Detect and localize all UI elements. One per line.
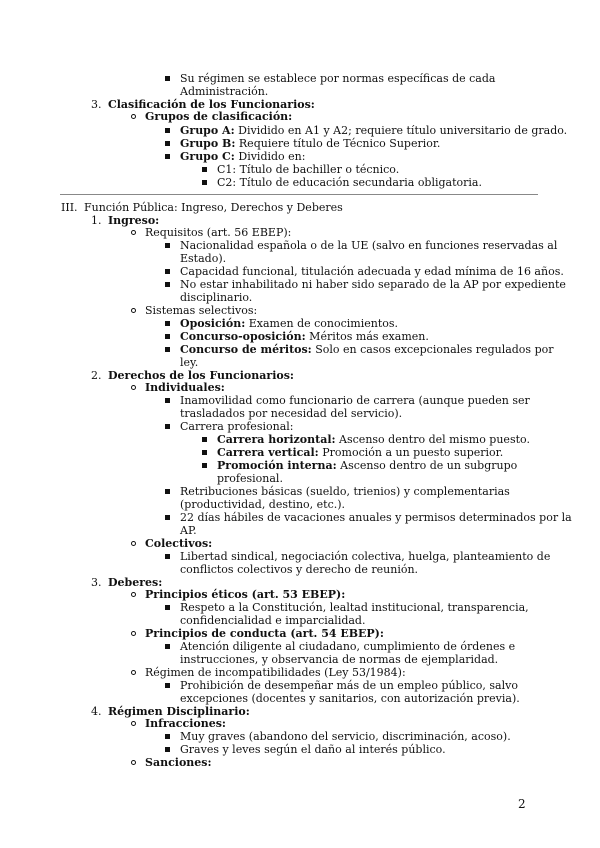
list-number: 3. [91, 98, 102, 111]
page-number: 2 [518, 797, 526, 811]
bullet-circle [131, 230, 136, 235]
list-item: Inamovilidad como funcionario de carrera (aunque pueden ser [180, 394, 530, 407]
section-heading: Clasificación de los Funcionarios: [108, 98, 315, 111]
list-item: Nacionalidad española o de la UE (salvo en funciones reservadas al [180, 239, 558, 252]
section-heading: Ingreso: [108, 214, 160, 227]
section-heading: Deberes: [108, 576, 163, 589]
list-item: Carrera horizontal: Ascenso dentro del mismo puesto. [217, 433, 530, 446]
list-item: Grupo A: Dividido en A1 y A2; requiere título universitario de grado. [180, 124, 568, 137]
subheading: Requisitos (art. 56 EBEP): [145, 226, 292, 239]
list-item: confidencialidad e imparcialidad. [180, 614, 366, 627]
list-item: instrucciones, y observancia de normas de ejemplaridad. [180, 653, 499, 666]
bullet-square [165, 554, 170, 559]
roman-numeral: III. [61, 201, 78, 214]
list-item: Estado). [180, 252, 227, 265]
bullet-square [165, 747, 170, 752]
subheading: Colectivos: [145, 537, 213, 550]
section-title: Función Pública: Ingreso, Derechos y Deberes [84, 201, 343, 214]
list-item: Grupo C: Dividido en: [180, 150, 306, 163]
bullet-circle [131, 385, 136, 390]
list-item: Concurso-oposición: Méritos más examen. [180, 330, 429, 343]
section-heading: Régimen Disciplinario: [108, 705, 250, 718]
bullet-square [165, 398, 170, 403]
bullet-circle [131, 631, 136, 636]
list-item: Concurso de méritos: Solo en casos excepcionales regulados por [180, 343, 554, 356]
list-item: Libertad sindical, negociación colectiva, huelga, planteamiento de [180, 550, 551, 563]
bullet-square [165, 269, 170, 274]
list-item: Grupo B: Requiere título de Técnico Superior. [180, 137, 441, 150]
subheading: Principios de conducta (art. 54 EBEP): [145, 627, 384, 640]
bullet-square [165, 154, 170, 159]
list-number: 2. [91, 369, 102, 382]
subheading: Sistemas selectivos: [145, 304, 258, 317]
list-item: Graves y leves según el daño al interés público. [180, 743, 446, 756]
bullet-circle [131, 760, 136, 765]
list-item: Capacidad funcional, titulación adecuada y edad mínima de 16 años. [180, 265, 564, 278]
bullet-circle [131, 114, 136, 119]
bullet-square [165, 347, 170, 352]
bullet-circle [131, 592, 136, 597]
list-item: Oposición: Examen de conocimientos. [180, 317, 399, 330]
bullet-square [165, 605, 170, 610]
list-item: Carrera vertical: Promoción a un puesto superior. [217, 446, 504, 459]
bullet-square [202, 167, 207, 172]
bullet-square [202, 450, 207, 455]
list-item: Retribuciones básicas (sueldo, trienios) y complementarias [180, 485, 510, 498]
bullet-square [165, 334, 170, 339]
bullet-square [165, 644, 170, 649]
list-number: 4. [91, 705, 102, 718]
list-item: (productividad, destino, etc.). [180, 498, 346, 511]
list-item: Muy graves (abandono del servicio, discriminación, acoso). [180, 730, 511, 743]
list-item: disciplinario. [180, 291, 253, 304]
list-item: C1: Título de bachiller o técnico. [217, 163, 400, 176]
bullet-square [165, 489, 170, 494]
bullet-square [202, 180, 207, 185]
subheading: Sanciones: [145, 756, 212, 769]
list-item: profesional. [217, 472, 283, 485]
subheading: Régimen de incompatibilidades (Ley 53/1984): [145, 666, 406, 679]
text-line: Su régimen se establece por normas específicas de cada [180, 72, 496, 85]
list-item: Promoción interna: Ascenso dentro de un subgrupo [217, 459, 518, 472]
list-item: trasladados por necesidad del servicio). [180, 407, 403, 420]
list-item: Prohibición de desempeñar más de un empleo público, salvo [180, 679, 518, 692]
subheading: Principios éticos (art. 53 EBEP): [145, 588, 346, 601]
list-number: 3. [91, 576, 102, 589]
text-line: Administración. [180, 85, 269, 98]
list-item: Respeto a la Constitución, lealtad institucional, transparencia, [180, 601, 529, 614]
bullet-circle [131, 541, 136, 546]
bullet-square [165, 321, 170, 326]
list-item: ley. [180, 356, 199, 369]
subheading: Individuales: [145, 381, 225, 394]
section-heading: Derechos de los Funcionarios: [108, 369, 294, 382]
divider [60, 194, 538, 195]
bullet-square [165, 515, 170, 520]
list-item: C2: Título de educación secundaria obligatoria. [217, 176, 482, 189]
list-item: conflictos colectivos y derecho de reunión. [180, 563, 419, 576]
bullet-square [165, 424, 170, 429]
subheading: Infracciones: [145, 717, 226, 730]
bullet-square [165, 683, 170, 688]
bullet-square [165, 128, 170, 133]
list-number: 1. [91, 214, 102, 227]
bullet-circle [131, 721, 136, 726]
bullet-circle [131, 308, 136, 313]
bullet-circle [131, 670, 136, 675]
list-item: excepciones (docentes y sanitarios, con autorización previa). [180, 692, 520, 705]
bullet-square [165, 243, 170, 248]
bullet-square [202, 463, 207, 468]
bullet-square [202, 437, 207, 442]
bullet-square [165, 141, 170, 146]
bullet-square [165, 734, 170, 739]
subheading: Grupos de clasificación: [145, 110, 293, 123]
list-item: Atención diligente al ciudadano, cumplimiento de órdenes e [180, 640, 516, 653]
bullet-square [165, 282, 170, 287]
bullet-square [165, 76, 170, 81]
list-item: Carrera profesional: [180, 420, 294, 433]
list-item: AP. [180, 524, 197, 537]
list-item: 22 días hábiles de vacaciones anuales y permisos determinados por la [180, 511, 572, 524]
list-item: No estar inhabilitado ni haber sido separado de la AP por expediente [180, 278, 566, 291]
